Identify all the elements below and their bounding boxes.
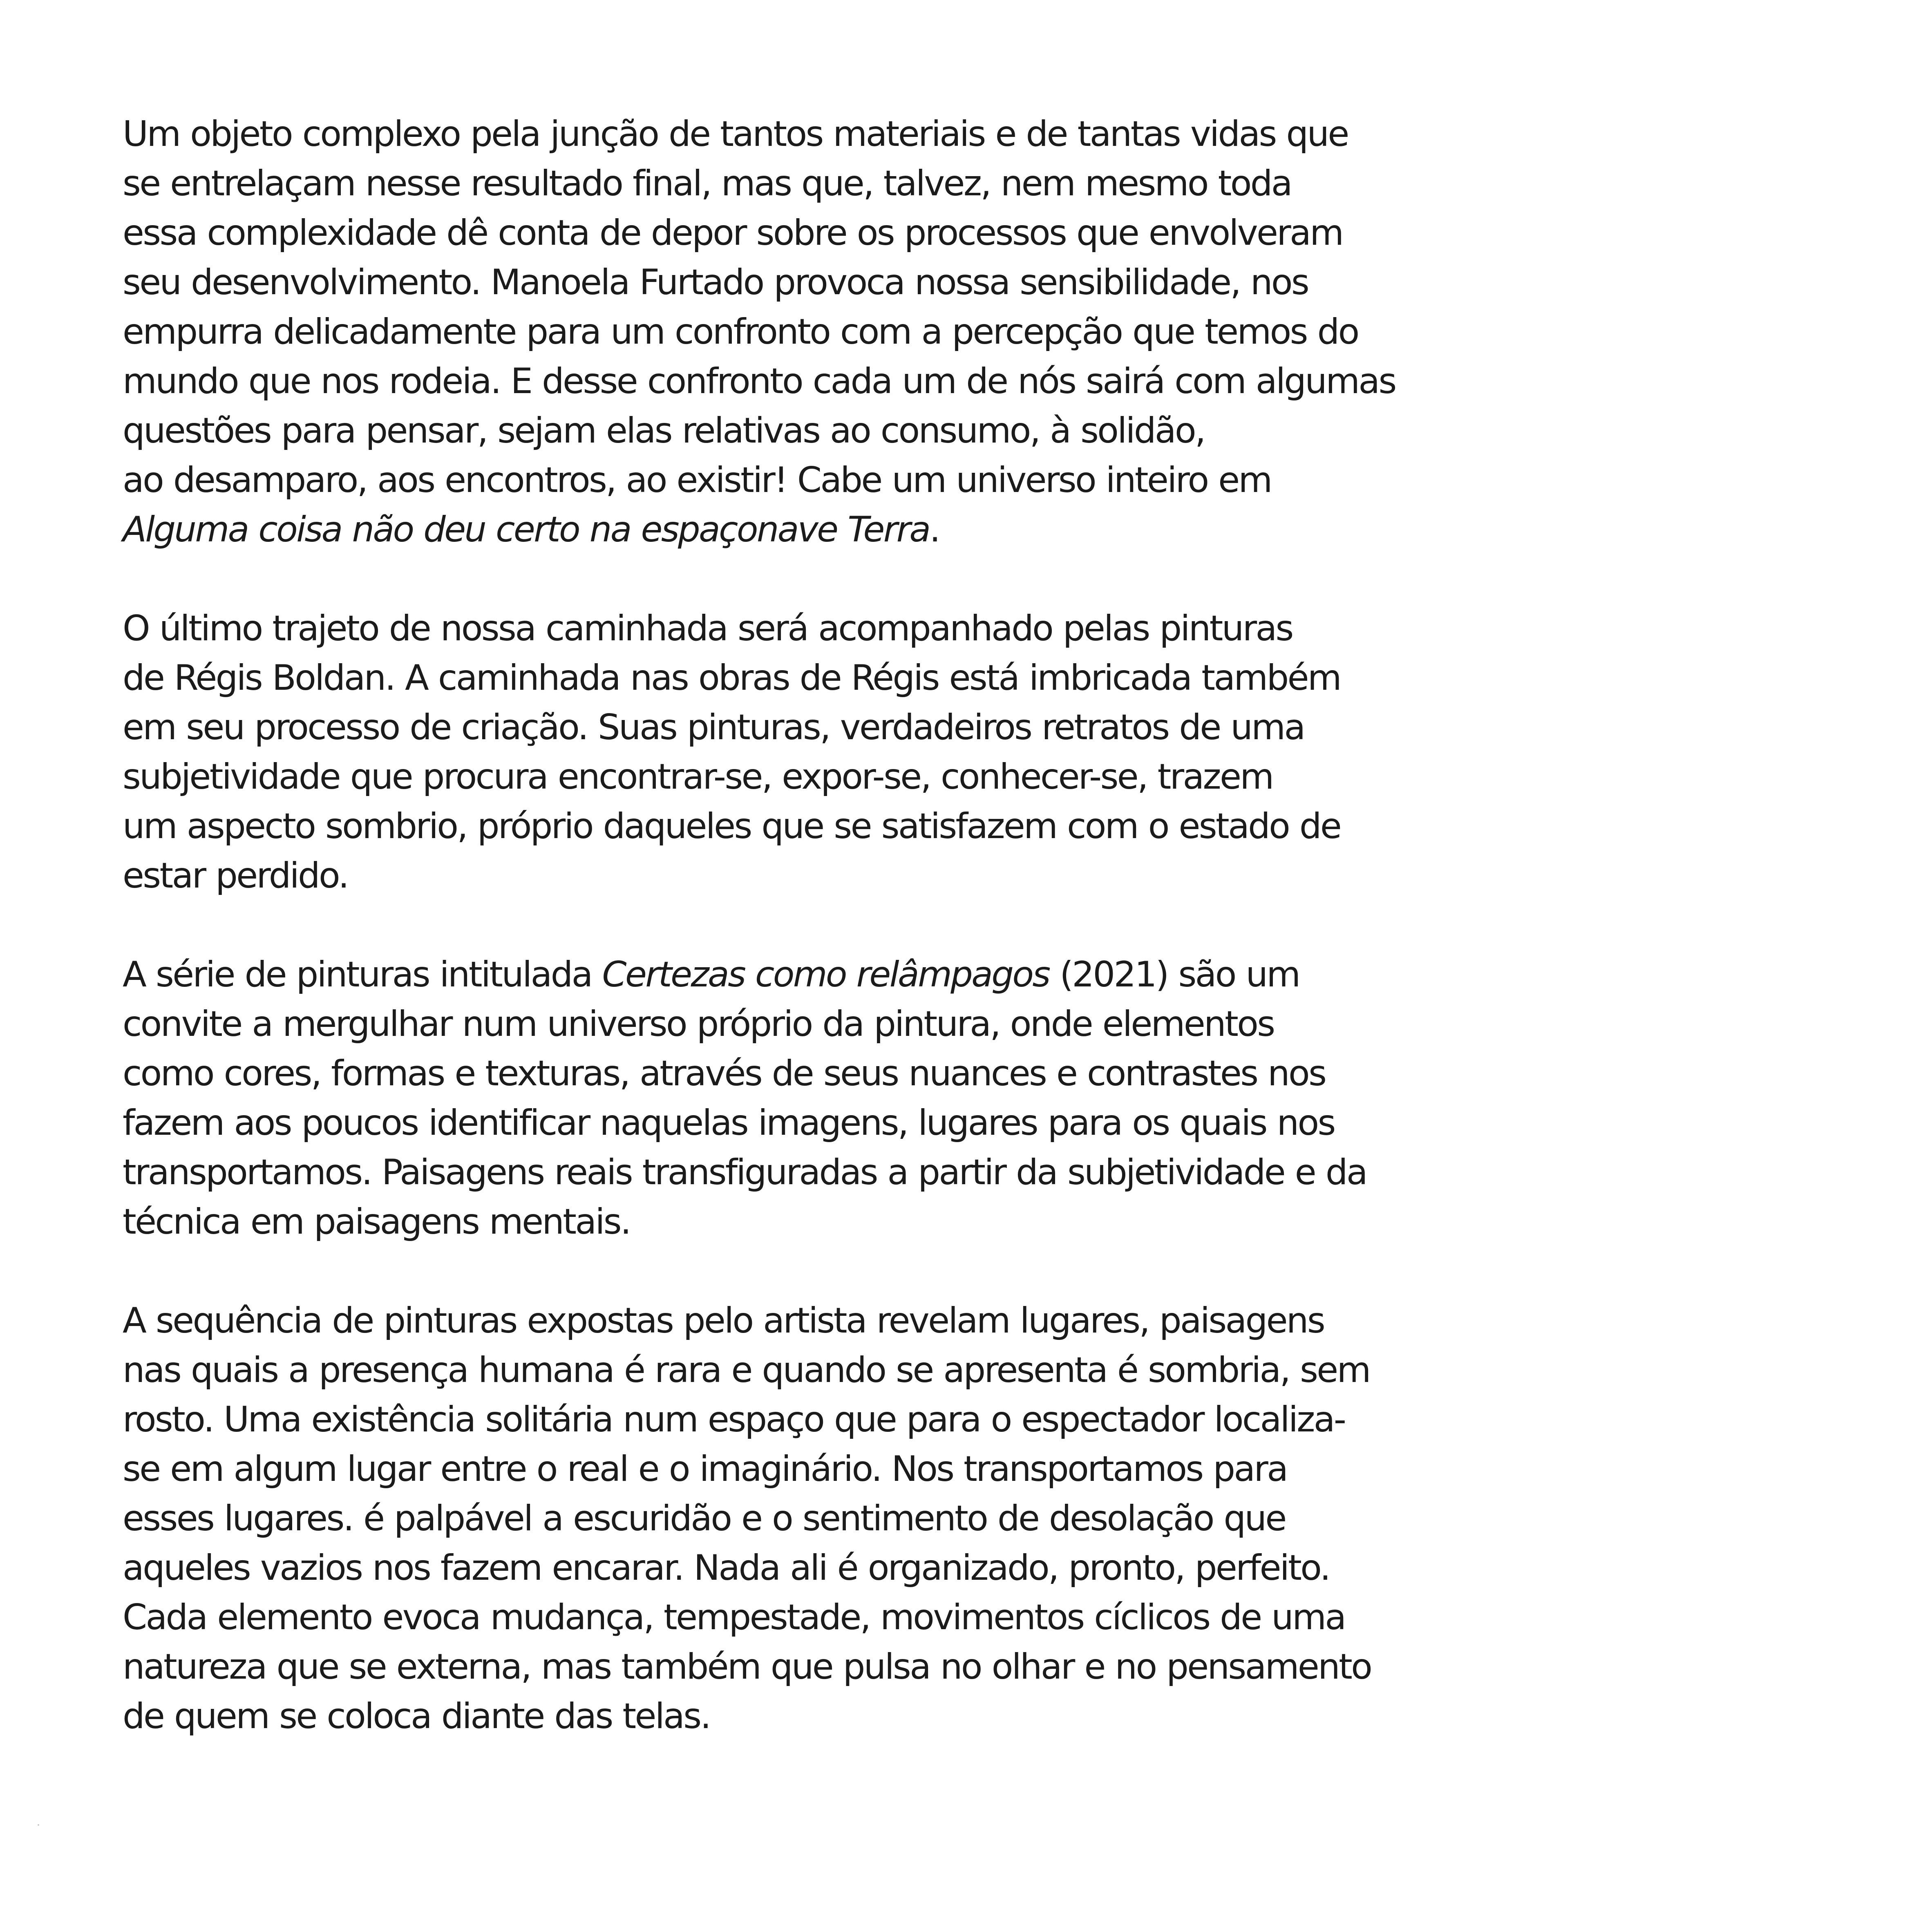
- text-line: seu desenvolvimento. Manoela Furtado provoca nossa sensibilidade, nos: [123, 262, 1308, 303]
- paragraph-3: [123, 950, 1504, 1247]
- text-line: ao desamparo, aos encontros, ao existir! Cabe um universo inteiro em: [123, 460, 1271, 501]
- text-line: como cores, formas e texturas, através de seus nuances e contrastes nos: [123, 1053, 1326, 1094]
- text-line: convite a mergulhar num universo próprio da pintura, onde elementos: [123, 1004, 1274, 1044]
- text-line: técnica em paisagens mentais.: [123, 1201, 630, 1242]
- text-line: estar perdido.: [123, 855, 348, 896]
- text-line: [123, 505, 1504, 555]
- text-line: de quem se coloca diante das telas.: [123, 1696, 710, 1737]
- paragraph-4: [123, 1296, 1504, 1741]
- text-line: subjetividade que procura encontrar-se, expor-se, conhecer-se, trazem: [123, 756, 1273, 797]
- series-title-italic: Certezas como relâmpagos: [602, 954, 1049, 995]
- text-line: se em algum lugar entre o real e o imaginário. Nos transportamos para: [123, 1449, 1287, 1489]
- paragraph-2: [123, 604, 1504, 901]
- text-line: essa complexidade dê conta de depor sobre os processos que envolveram: [123, 212, 1343, 253]
- text-line: em seu processo de criação. Suas pinturas, verdadeiros retratos de uma: [123, 707, 1304, 748]
- text-line: nas quais a presença humana é rara e quando se apresenta é sombria, sem: [123, 1350, 1370, 1391]
- paragraph-1: [123, 110, 1504, 555]
- text-line: natureza que se externa, mas também que pulsa no olhar e no pensamento: [123, 1646, 1371, 1687]
- text-line: esses lugares. é palpável a escuridão e o sentimento de desolação que: [123, 1498, 1286, 1539]
- text-line: se entrelaçam nesse resultado final, mas que, talvez, nem mesmo toda: [123, 163, 1291, 204]
- text-line: um aspecto sombrio, próprio daqueles que se satisfazem com o estado de: [123, 806, 1341, 847]
- text-fragment: A série de pinturas intitulada: [123, 954, 602, 995]
- text-line: Um objeto complexo pela junção de tantos materiais e de tantas vidas que: [123, 114, 1348, 154]
- corner-dot: [38, 1824, 39, 1826]
- text-line: fazem aos poucos identificar naquelas imagens, lugares para os quais nos: [123, 1102, 1335, 1143]
- text-fragment: .: [929, 509, 939, 550]
- text-line: transportamos. Paisagens reais transfiguradas a partir da subjetividade e da: [123, 1152, 1366, 1193]
- text-line: rosto. Uma existência solitária num espaço que para o espectador localiza-: [123, 1399, 1345, 1440]
- text-line: mundo que nos rodeia. E desse confronto cada um de nós sairá com algumas: [123, 361, 1395, 402]
- text-line: de Régis Boldan. A caminhada nas obras de Régis está imbricada também: [123, 657, 1341, 698]
- work-title-italic: Alguma coisa não deu certo na espaçonave Terra: [123, 509, 930, 550]
- text-line: A sequência de pinturas expostas pelo artista revelam lugares, paisagens: [123, 1300, 1324, 1341]
- text-line: questões para pensar, sejam elas relativas ao consumo, à solidão,: [123, 410, 1205, 451]
- text-line: aqueles vazios nos fazem encarar. Nada ali é organizado, pronto, perfeito.: [123, 1547, 1330, 1588]
- text-line: Cada elemento evoca mudança, tempestade, movimentos cíclicos de uma: [123, 1597, 1345, 1638]
- text-line: [123, 950, 1504, 1000]
- body-text: [123, 110, 1504, 1741]
- text-line: O último trajeto de nossa caminhada será acompanhado pelas pinturas: [123, 608, 1292, 649]
- text-line: empurra delicadamente para um confronto com a percepção que temos do: [123, 311, 1358, 352]
- text-fragment: (2021) são um: [1049, 954, 1299, 995]
